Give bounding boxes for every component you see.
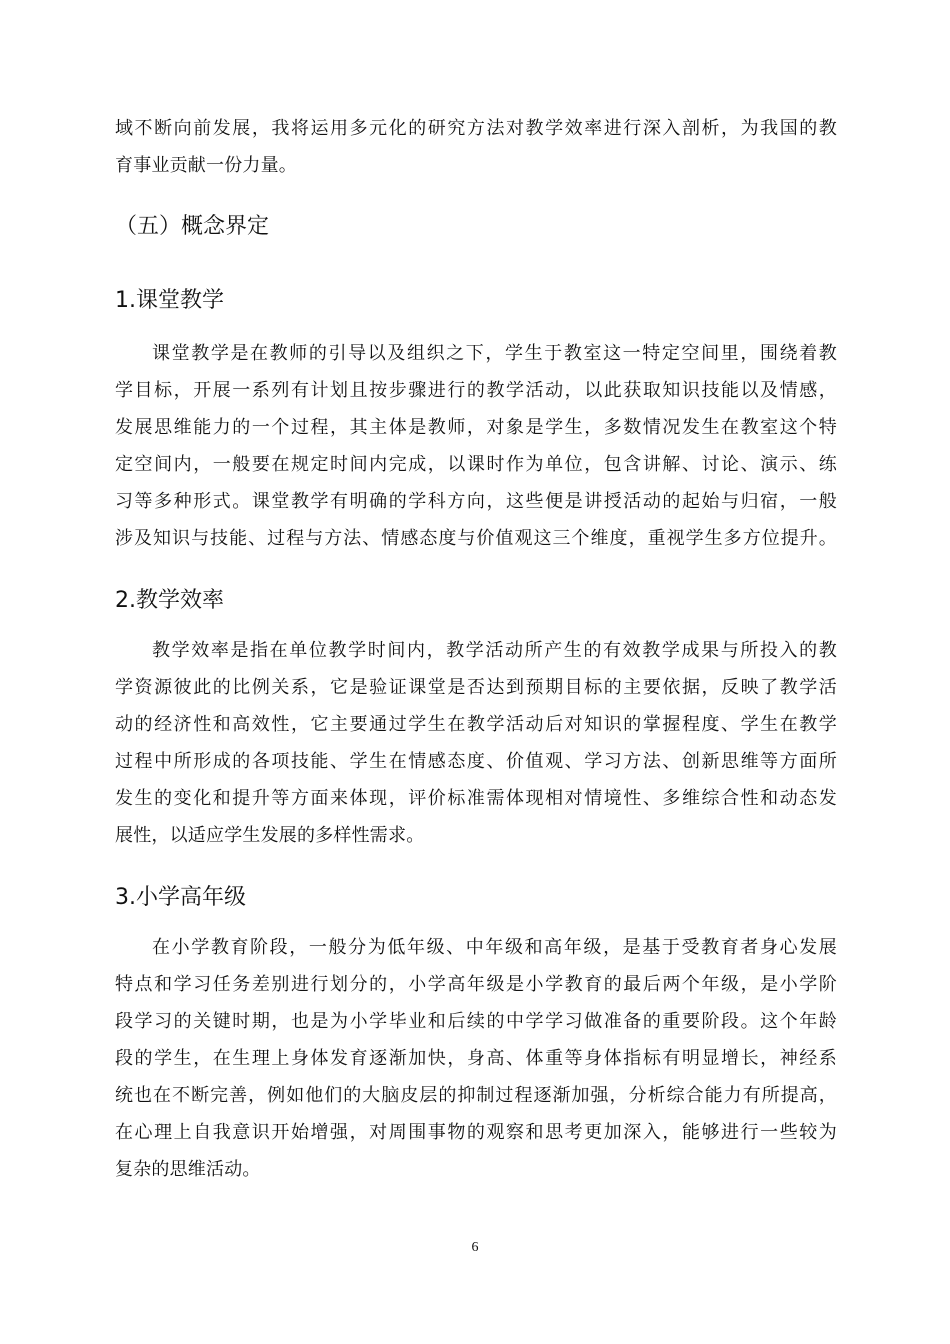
paragraph-line: 段的学生，在生理上身体发育逐渐加快，身高、体重等身体指标有明显增长，神经系: [115, 1048, 837, 1069]
paragraph-line: 课堂教学是在教师的引导以及组织之下，学生于教室这一特定空间里，围绕着教: [152, 343, 837, 364]
paragraph-line: 复杂的思维活动。: [115, 1159, 261, 1180]
paragraph-line: 过程中所形成的各项技能、学生在情感态度、价值观、学习方法、创新思维等方面所: [115, 751, 837, 772]
paragraph-line: 统也在不断完善，例如他们的大脑皮层的抑制过程逐渐加强，分析综合能力有所提高，: [115, 1085, 837, 1106]
section-heading: （五）概念界定: [115, 214, 270, 239]
paragraph-line: 发生的变化和提升等方面来体现，评价标准需体现相对情境性、多维综合性和动态发: [115, 788, 837, 809]
paragraph-line: 定空间内，一般要在规定时间内完成，以课时作为单位，包含讲解、讨论、演示、练: [115, 454, 837, 475]
paragraph-line: 在心理上自我意识开始增强，对周围事物的观察和思考更加深入，能够进行一些较为: [115, 1122, 837, 1143]
paragraph-line: 发展思维能力的一个过程，其主体是教师，对象是学生，多数情况发生在教室这个特: [115, 417, 837, 438]
paragraph-line: 涉及知识与技能、过程与方法、情感态度与价值观这三个维度，重视学生多方位提升。: [115, 528, 837, 549]
subsection-heading-upper-primary: 3.小学高年级: [115, 885, 246, 910]
paragraph-line: 学目标，开展一系列有计划且按步骤进行的教学活动，以此获取知识技能以及情感，: [115, 380, 837, 401]
paragraph-line: 在小学教育阶段，一般分为低年级、中年级和高年级，是基于受教育者身心发展: [152, 937, 837, 958]
subsection-heading-teaching-efficiency: 2.教学效率: [115, 588, 224, 613]
intro-line: 育事业贡献一份力量。: [115, 155, 297, 176]
paragraph-line: 习等多种形式。课堂教学有明确的学科方向，这些便是讲授活动的起始与归宿，一般: [115, 491, 837, 512]
paragraph-line: 教学效率是指在单位教学时间内，教学活动所产生的有效教学成果与所投入的教: [152, 640, 837, 661]
subsection-heading-classroom-teaching: 1.课堂教学: [115, 288, 224, 313]
paragraph-line: 学资源彼此的比例关系，它是验证课堂是否达到预期目标的主要依据，反映了教学活: [115, 677, 837, 698]
paragraph-line: 展性，以适应学生发展的多样性需求。: [115, 825, 425, 846]
paragraph-line: 段学习的关键时期，也是为小学毕业和后续的中学学习做准备的重要阶段。这个年龄: [115, 1011, 837, 1032]
paragraph-line: 动的经济性和高效性，它主要通过学生在教学活动后对知识的掌握程度、学生在教学: [115, 714, 837, 735]
page-number: 6: [471, 1240, 479, 1255]
paragraph-line: 特点和学习任务差别进行划分的，小学高年级是小学教育的最后两个年级，是小学阶: [115, 974, 837, 995]
intro-line: 域不断向前发展，我将运用多元化的研究方法对教学效率进行深入剖析，为我国的教: [115, 118, 837, 139]
